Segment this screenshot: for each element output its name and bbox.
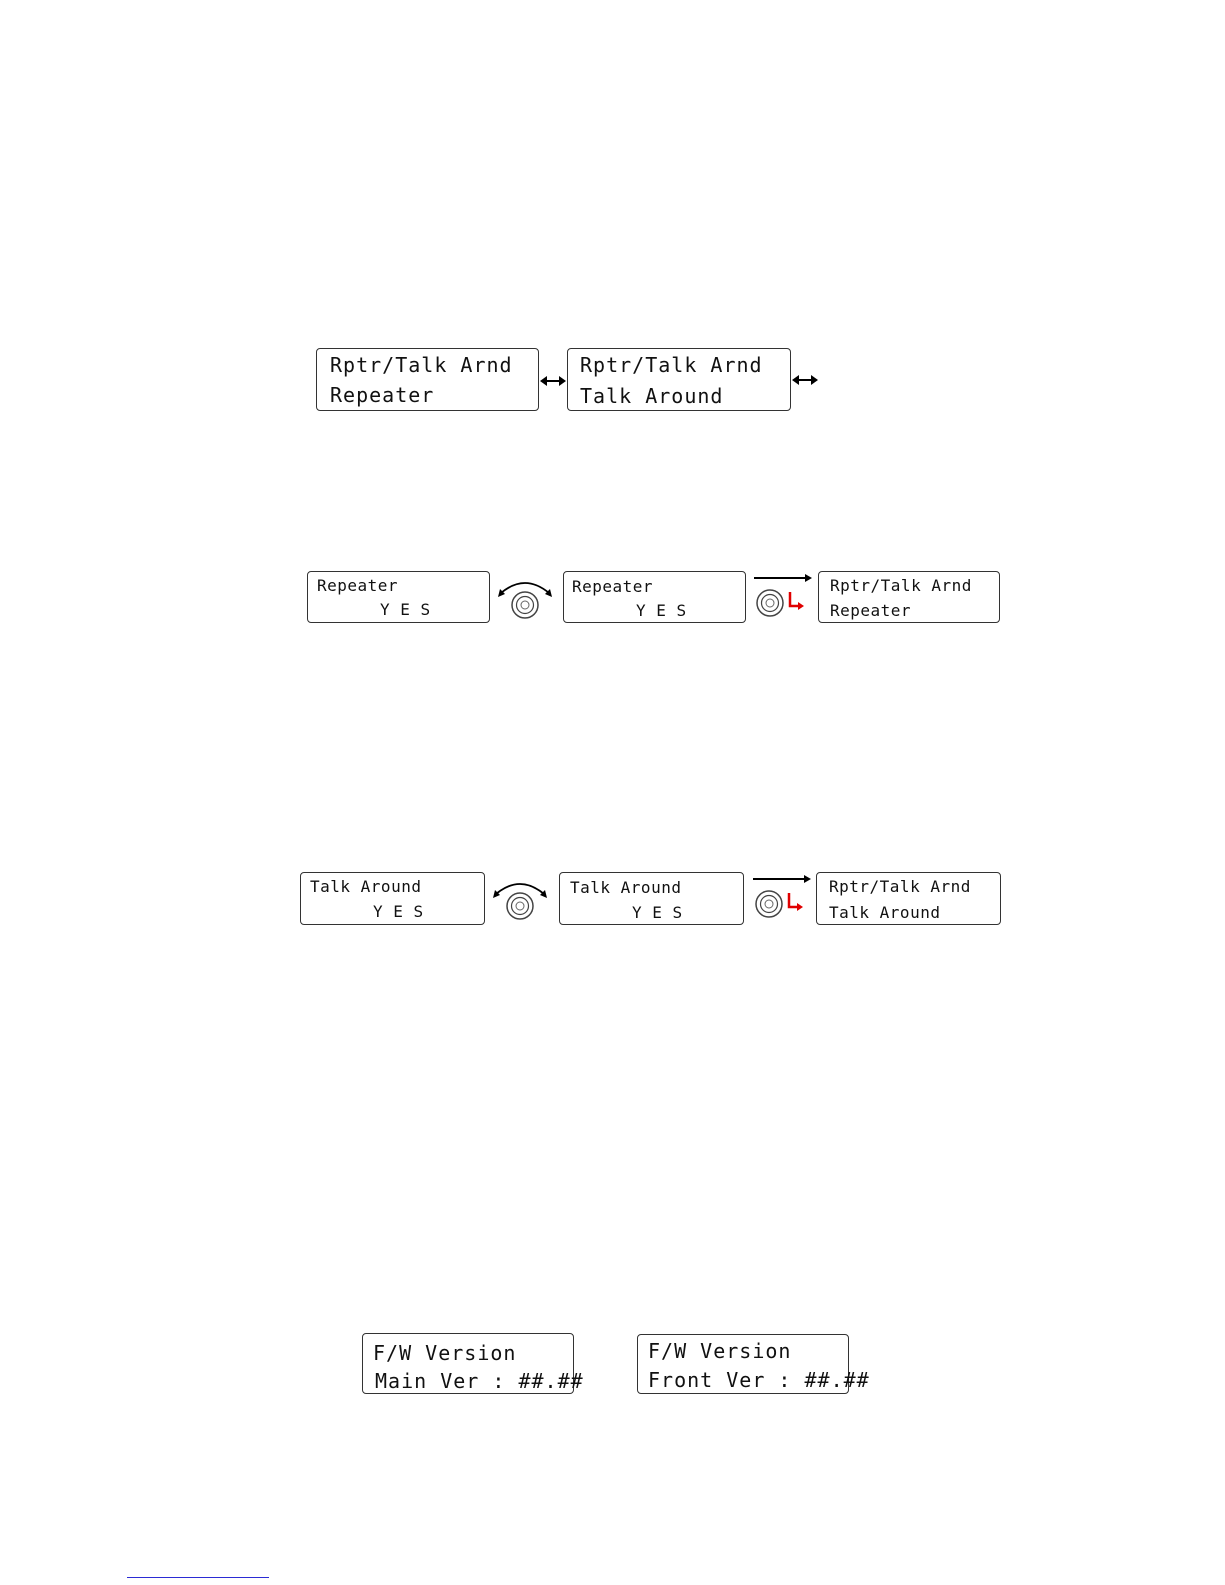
- lcd-line-1: Repeater: [572, 577, 654, 596]
- lcd-screen-repeater: [316, 348, 539, 411]
- lcd-line-1: Repeater: [317, 576, 399, 595]
- lcd-screen-talk-around-confirm-selected: [559, 872, 744, 925]
- lcd-line-2: Front Ver : ##.##: [648, 1368, 870, 1392]
- lcd-line-1: Rptr/Talk Arnd: [829, 877, 971, 896]
- lcd-line-2: Y E S: [380, 600, 431, 619]
- lcd-screen-talk-around: [567, 348, 791, 411]
- double-arrow-icon: [792, 373, 818, 387]
- lcd-screen-repeater-confirm-selected: [563, 571, 746, 623]
- lcd-line-1: Rptr/Talk Arnd: [580, 353, 763, 377]
- rotate-knob-icon: [496, 577, 554, 619]
- lcd-line-2: Y E S: [632, 903, 683, 922]
- lcd-line-1: F/W Version: [648, 1339, 792, 1363]
- lcd-line-1: Rptr/Talk Arnd: [330, 353, 513, 377]
- lcd-screen-repeater-confirm: [307, 571, 490, 623]
- lcd-line-2: Y E S: [636, 601, 687, 620]
- lcd-line-1: Talk Around: [570, 878, 682, 897]
- lcd-line-1: F/W Version: [373, 1341, 517, 1365]
- lcd-screen-fw-main-version: [362, 1333, 584, 1394]
- lcd-screen-result-repeater: [818, 571, 1000, 623]
- lcd-line-2: Repeater: [830, 601, 912, 620]
- lcd-line-1: Rptr/Talk Arnd: [830, 576, 972, 595]
- lcd-screen-result-talk-around: [816, 872, 1001, 925]
- footnote-separator: [127, 1577, 269, 1578]
- lcd-line-2: Main Ver : ##.##: [375, 1369, 584, 1393]
- lcd-line-2: Talk Around: [829, 903, 941, 922]
- lcd-line-2: Repeater: [330, 383, 435, 407]
- lcd-screen-fw-front-version: [637, 1334, 870, 1394]
- press-knob-confirm-icon: [752, 572, 816, 620]
- double-arrow-icon: [540, 374, 566, 388]
- lcd-screen-talk-around-confirm: [300, 872, 485, 925]
- lcd-line-2: Y E S: [373, 902, 424, 921]
- lcd-line-2: Talk Around: [580, 384, 724, 408]
- lcd-line-1: Talk Around: [310, 877, 422, 896]
- press-knob-confirm-icon: [751, 873, 815, 921]
- rotate-knob-icon: [491, 878, 549, 920]
